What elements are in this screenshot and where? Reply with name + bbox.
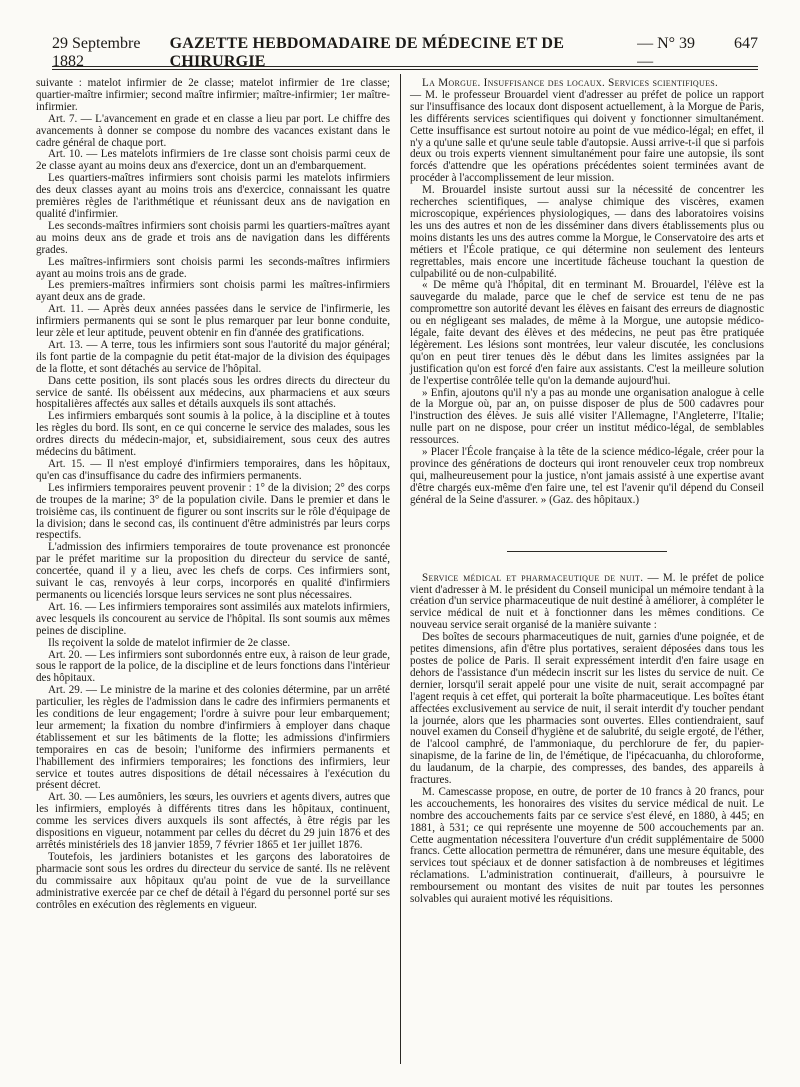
issue-number: — N° 39 — (637, 35, 696, 70)
page-number: 647 (734, 35, 758, 52)
paragraph: suivante : matelot infirmier de 2e classe; matelot infirmier de 1re classe; quartier-maître infirmier; second maître infirmier; maître-infirmier; 1er maître-infirmier. (36, 77, 390, 113)
paragraph: Les seconds-maîtres infirmiers sont choisis parmi les quartiers-maîtres ayant au moins deux ans de grade et trois ans de navigation dans les différents grades. (36, 219, 390, 256)
header-rule-bottom (52, 69, 758, 70)
paragraph: Art. 29. — Le ministre de la marine et des colonies détermine, par un arrêté particulier, les règles de l'admission dans le cadre des infirmiers permanents et les conditions de leur engagement; l'ordre à suivre pour leur embarquement; leur armement; la fixation du nombre d'infirmiers à employer dans chaque établissement et sur les bâtiments de la flotte; les admissions d'infirmiers temporaires en cas de besoin; l'uniforme des infirmiers permanents et l'habillement des infirmiers temporaires; les fonctions des infirmiers, leur service et toutes autres dispositions de détail nécessaires à l'exécution du présent décret. (36, 684, 390, 792)
paragraph-lead: — M. le préfet de police vient d'adresser à M. le président du Conseil municipal un mémoire tendant à la création d'un service pharmaceutique de nuit destiné à améliorer, à compléter le service médical de nuit et à fonctionner dans les mêmes conditions. Ce nouveau service serait organisé de la manière suivante : (410, 571, 764, 632)
paragraph: Art. 20. — Les infirmiers sont subordonnés entre eux, à raison de leur grade, sous le rapport de la police, de la discipline et de leurs fonctions dans l'intérieur des hôpitaux. (36, 648, 390, 685)
paragraph: Toutefois, les jardiniers botanistes et les garçons des laboratoires de pharmacie sont sous les ordres du directeur du service de santé. Ils ne relèvent du commissaire aux hôpitaux qu'au point de vue de la surveillance administrative exercée par ce chef de détail à l'égard du personnel porté sur ses contrôles en exécution des règlements en vigueur. (36, 850, 390, 911)
running-header (52, 35, 758, 70)
paragraph: Les infirmiers temporaires peuvent provenir : 1° de la division; 2° des corps de troupes de la marine; 3° de la population civile. Dans le premier et dans le troisième cas, ils continuent de figurer ou sont inscrits sur le rôle d'équipage de la division; dans le second cas, ils continuent d'être administrés par leurs corps respectifs. (36, 481, 390, 542)
paragraph: Art. 16. — Les infirmiers temporaires sont assimilés aux matelots infirmiers, avec lesquels ils concourent au service de l'hôpital. Ils sont soumis aux mêmes peines de discipline. (36, 600, 390, 637)
paragraph: Art. 10. — Les matelots infirmiers de 1re classe sont choisis parmi ceux de 2e classe ayant au moins deux ans d'exercice, dont un an d'embarquement. (36, 148, 390, 173)
left-column (36, 78, 390, 911)
paragraph: Art. 15. — Il n'est employé d'infirmiers temporaires, dans les hôpitaux, qu'en cas d'insuffisance du cadre des infirmiers permanents. (36, 458, 390, 482)
paragraph: Art. 11. — Après deux années passées dans le service de l'infirmerie, les infirmiers permanents qui se sont le plus remarquer par leur bonne conduite, leur zèle et leur aptitude, peuvent obtenir en fin d'année des gratifications. (36, 303, 390, 340)
paragraph: L'admission des infirmiers temporaires de toute provenance est prononcée par le préfet maritime sur la proposition du directeur du service de santé, concertée, quand il y a lieu, avec les chefs de corps. Ces infirmiers sont, suivant le cas, renvoyés à leur corps, incorporés en qualité d'infirmiers permanents ou licenciés lorsque leurs services ne sont plus nécessaires. (36, 541, 390, 601)
heading-text: La Morgue. Insuffisance des locaux. Services scientifiques. (422, 77, 719, 89)
paragraph: Art. 13. — A terre, tous les infirmiers sont sous l'autorité du major général; ils font partie de la compagnie du petit état-major de la division des équipages de la flotte, et sont détachés au service de l'hôpital. (36, 338, 390, 375)
paragraph: — M. le professeur Brouardel vient d'adresser au préfet de police un rapport sur l'insuffisance des locaux dont disposent actuellement, à la Morgue de Paris, les différents services scientifiques qui doivent y fonctionner simultanément. Cette insuffisance est surtout notoire au point de vue médico-légal; en effet, il n'y a qu'une salle et qu'une seule table d'autopsie. Aussi arrive-t-il que si parfois deux ou trois experts viennent simultanément pour faire une autopsie, ils sont forcés d'attendre que les opérations précédentes soient terminées avant de procéder à l'accomplissement de leur mission. (410, 88, 764, 185)
journal-title: GAZETTE HEBDOMADAIRE DE MÉDECINE ET DE CHIRURGIE (169, 35, 565, 70)
paragraph: » Enfin, ajoutons qu'il n'y a pas au monde une organisation analogue à celle de la Morgue où, par an, on puisse disposer de plus de 500 cadavres pour l'instruction des élèves. Je suis allé visiter l'Allemagne, l'Angleterre, l'Italie; nulle part on ne dispose, pour créer un institut médico-légal, de semblables ressources. (410, 386, 764, 447)
header-date: 29 Septembre 1882 (52, 35, 141, 70)
paragraph: Dans cette position, ils sont placés sous les ordres directs du directeur du service de santé. Ils obéissent aux médecins, aux pharmaciens et aux sœurs hospitalières affectés aux salles et détails auxquels ils sont attachés. (36, 374, 390, 411)
paragraph: Les infirmiers embarqués sont soumis à la police, à la discipline et à toutes les règles du bord. Ils sont, en ce qui concerne le service des malades, sous les ordres directs du médecin-major, et, subsidiairement, sous ceux des autres médecins du bâtiment. (36, 410, 390, 459)
paragraph: Art. 7. — L'avancement en grade et en classe a lieu par port. Le chiffre des avancements à donner se compose du nombre des vacances existant dans le cadre général de chaque port. (36, 112, 390, 149)
paragraph: Ils reçoivent la solde de matelot infirmier de 2e classe. (48, 636, 291, 649)
paragraph: Les quartiers-maîtres infirmiers sont choisis parmi les matelots infirmiers des deux classes ayant au moins trois ans d'exercice, connaissant les quatre premières règles de l'arithmétique et réunissant deux ans de navigation en qualité d'infirmier. (36, 172, 390, 220)
paragraph: Les maîtres-infirmiers sont choisis parmi les seconds-maîtres infirmiers ayant au moins trois ans de grade. (36, 255, 390, 280)
paragraph: » Placer l'École française à la tête de la science médico-légale, créer pour la province des générations de docteurs qui iront renouveler ceux trop nombreux qui, malheureusement pour la justice, n'ont jamais assisté à une expertise avant d'être chargés eux-même d'en faire une, tel est l'avenir qu'il dépend du Conseil général de la Seine d'assurer. » (Gaz. des hôpitaux.) (410, 446, 764, 506)
heading-text: Service médical et pharmaceutique de nuit. (422, 571, 644, 584)
paragraph: Des boîtes de secours pharmaceutiques de nuit, garnies d'une poignée, et de petites dimensions, afin d'être plus portatives, seraient déposées dans tous les postes de police de Paris. Il serait expressément interdit d'en faire usage en dehors de l'assistance d'un médecin inscrit sur les listes du service de nuit. Ce dernier, lorsqu'il serait appelé pour une visite de nuit, serait accompagné par l'agent requis à cet effet, qui porterait la boîte pharmaceutique. Les boîtes étant affectées exclusivement au service de nuit, il serait interdit d'y toucher pendant la journée, alors que les pharmacies sont ouvertes. Elles contiendraient, sauf nouvel examen du Conseil d'hygiène et de salubrité, du seigle ergoté, de l'éther, de l'alcool camphré, de l'ammoniaque, du perchlorure de fer, du papier-sinapisme, de la farine de lin, de l'émétique, de l'ipécacuanha, du chloroforme, du laudanum, de la charpie, des compresses, des bandes, des appareils à fractures. (410, 631, 764, 787)
section-heading-night-service (410, 573, 764, 633)
column-divider (400, 74, 401, 1064)
right-column (410, 78, 764, 906)
paragraph: « De même qu'à l'hôpital, dit en terminant M. Brouardel, l'élève est la sauvegarde du malade, parce que le chef de service est tenu de ne pas compromettre son autorité devant les élèves en faisant des erreurs de diagnostic ou en négligeant ses malades, de même à la Morgue, une autopsie médico-légale, faite devant des élèves et des médecins, ne peut pas être pratiquée légèrement. Les lésions sont montrées, leur valeur discutée, les conclusions qu'on en peut tirer tenues dès le début dans les limites assignées par la justification qu'on est forcé d'en faire aux assistants. C'est la meilleure solution de l'expertise contrôlée telle qu'on la demande aujourd'hui. (410, 279, 764, 387)
section-separator (507, 551, 667, 552)
paragraph: Les premiers-maîtres infirmiers sont choisis parmi les maîtres-infirmiers ayant deux ans de grade. (36, 279, 390, 304)
paragraph: M. Brouardel insiste surtout aussi sur la nécessité de concentrer les recherches scientifiques, — analyse chimique des viscères, examen microscopique, expériences physiologiques, — dans des laboratoires voisins les uns des autres et non de les disséminer dans divers établissements plus ou moins distants les uns des autres comme la Morgue, le Conservatoire des arts et métiers et l'École pratique, ce qui détermine non seulement des lenteurs regrettables, mais encore une incertitude fâcheuse touchant la question de culpabilité ou de non-culpabilité. (410, 184, 764, 280)
header-rule-top (52, 66, 758, 67)
paragraph: M. Camescasse propose, en outre, de porter de 10 francs à 20 francs, pour les accouchements, les honoraires des visites du service médical de nuit. Le nombre des accouchements faits par ce service s'est élevé, en 1880, à 445; en 1881, à 531; ce qui représente une moyenne de 500 accouchements par an. Cette augmentation nécessitera l'ouverture d'un crédit supplémentaire de 5000 francs. Cette allocation permettra de rémunérer, dans une mesure équitable, des services tout spéciaux et de donner satisfaction à de nombreuses et légitimes réclamations. L'administration continuerait, d'ailleurs, à poursuivre le remboursement ou montant des visites de nuit par toutes les personnes solvables qui auraient motivé les réquisitions. (410, 785, 764, 906)
paragraph: Art. 30. — Les aumôniers, les sœurs, les ouvriers et agents divers, autres que les infirmiers, employés à différents titres dans les hôpitaux, continuent, comme les services divers auxquels ils sont affectés, à être régis par les dispositions en vigueur, notamment par celles du décret du 29 juin 1876 et des arrêtés ministériels des 18 janvier 1859, 7 février 1865 et 1er juillet 1876. (36, 791, 390, 851)
